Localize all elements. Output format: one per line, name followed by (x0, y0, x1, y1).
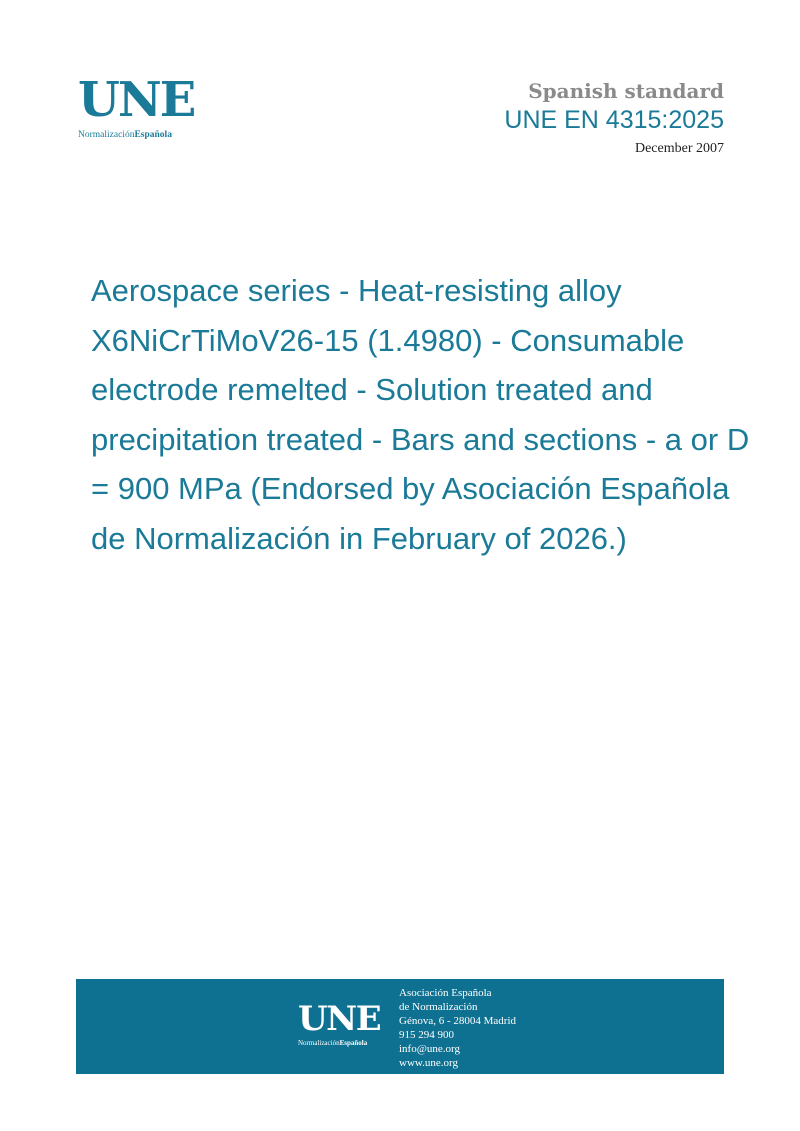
document-title: Aerospace series - Heat-resisting alloy X6NiCrTiMoV26-15 (1.4980) - Consumable electrode remelted - Solution treated and precipitation treated - Bars and sections - a or D = 900 MPa (Endorsed by Asociación Española de Normalización in February of 2026.) (91, 273, 750, 556)
footer-logo-subtitle-bold: Española (339, 1039, 368, 1047)
une-logo (78, 72, 198, 146)
footer-une-logo (298, 1001, 380, 1047)
standard-date: December 2007 (634, 141, 724, 156)
footer-logo-subtitle (298, 1039, 380, 1047)
footer-band (76, 979, 724, 1074)
une-logo-subtitle-bold: Española (134, 130, 172, 140)
footer-contact (399, 986, 516, 1070)
footer-org-name-line1: Asociación Española (399, 987, 492, 999)
footer-logo-subtitle-regular: Normalización (298, 1039, 340, 1047)
footer-logo-mark: UNE (298, 999, 381, 1039)
footer-phone: 915 294 900 (399, 1029, 454, 1041)
footer-email[interactable]: info@une.org (399, 1043, 460, 1055)
footer-website[interactable]: www.une.org (399, 1057, 458, 1069)
une-logo-mark: UNE (78, 72, 195, 128)
footer-org-name-line2: de Normalización (399, 1001, 478, 1013)
standard-kind: Spanish standard (528, 79, 724, 103)
standard-code: UNE EN 4315:2025 (504, 106, 724, 134)
une-logo-subtitle (78, 130, 198, 140)
une-logo-subtitle-regular: Normalización (78, 130, 135, 140)
standard-info (504, 78, 724, 162)
footer-address: Génova, 6 - 28004 Madrid (399, 1015, 517, 1027)
